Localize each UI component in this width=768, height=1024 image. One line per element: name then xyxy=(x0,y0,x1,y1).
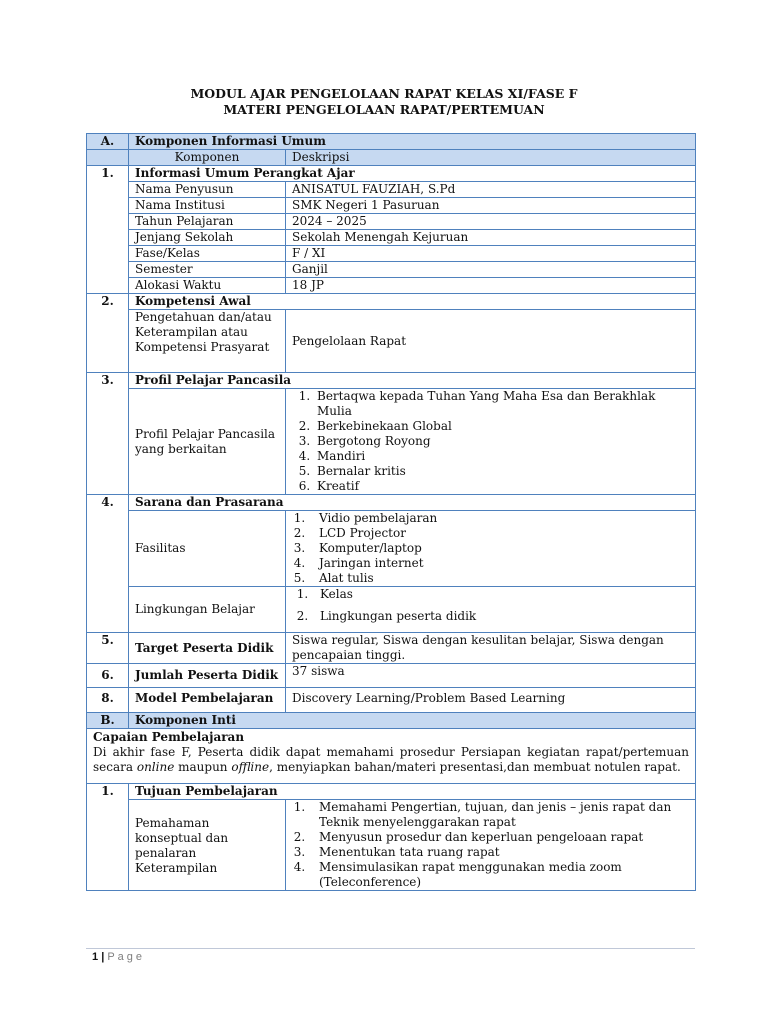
table-row xyxy=(87,587,696,633)
model-number: 8. xyxy=(87,688,129,713)
tujuan-list-cell xyxy=(286,800,696,891)
tujuan-title: Tujuan Pembelajaran xyxy=(129,784,696,800)
capaian-cell xyxy=(87,729,696,784)
table-row xyxy=(87,246,696,262)
info-umum-title: Informasi Umum Perangkat Ajar xyxy=(129,166,696,182)
table-row xyxy=(87,389,696,495)
model-label: Model Pembelajaran xyxy=(129,688,286,713)
profil-number: 3. xyxy=(87,373,129,495)
list-item: 1. Kelas xyxy=(312,587,689,602)
list-item: 4. Jaringan internet xyxy=(309,556,689,571)
table-row xyxy=(87,198,696,214)
module-table xyxy=(86,133,696,891)
capaian-text xyxy=(93,745,689,775)
list-item: 3. Komputer/laptop xyxy=(309,541,689,556)
table-row xyxy=(87,230,696,246)
table-row xyxy=(87,511,696,587)
row-label: Alokasi Waktu xyxy=(129,278,286,294)
info-umum-header xyxy=(87,166,696,182)
capaian-text-part: Di akhir fase F, Peserta didik dapat memahami prosedur Persiapan kegiatan rapat/pertemuan secara xyxy=(93,745,689,774)
section-a-title: Komponen Informasi Umum xyxy=(129,134,696,150)
footer-divider xyxy=(86,948,695,949)
capaian-text-part: , menyiapkan bahan/materi presentasi,dan membuat notulen rapat. xyxy=(269,760,681,774)
section-b-letter: B. xyxy=(87,713,129,729)
profil-header xyxy=(87,373,696,389)
row-value: 18 JP xyxy=(286,278,696,294)
row-label: Jenjang Sekolah xyxy=(129,230,286,246)
column-header-deskripsi: Deskripsi xyxy=(286,150,696,166)
jumlah-value: 37 siswa xyxy=(286,664,696,688)
list-item: 2. LCD Projector xyxy=(309,526,689,541)
kompetensi-awal-number: 2. xyxy=(87,294,129,373)
section-b-title: Komponen Inti xyxy=(129,713,696,729)
list-item: 1. Memahami Pengertian, tujuan, dan jenis – jenis rapat dan Teknik menyelenggarakan rapat xyxy=(309,800,689,830)
row-value: Sekolah Menengah Kejuruan xyxy=(286,230,696,246)
row-value: ANISATUL FAUZIAH, S.Pd xyxy=(286,182,696,198)
row-value: F / XI xyxy=(286,246,696,262)
footer-separator: | xyxy=(101,951,105,963)
capaian-offline: offline xyxy=(231,760,270,774)
page-footer xyxy=(92,951,145,963)
empty-cell xyxy=(87,150,129,166)
list-item: 4. Mensimulasikan rapat menggunakan media zoom (Teleconference) xyxy=(309,860,689,890)
row-label: Tahun Pelajaran xyxy=(129,214,286,230)
section-a-header xyxy=(87,134,696,150)
target-number: 5. xyxy=(87,633,129,664)
profil-list-cell xyxy=(286,389,696,495)
capaian-title: Capaian Pembelajaran xyxy=(93,730,245,744)
list-item: 2. Menyusun prosedur dan keperluan pengeloaan rapat xyxy=(309,830,689,845)
fasilitas-list xyxy=(292,511,689,586)
table-row xyxy=(87,800,696,891)
list-item: 4. Mandiri xyxy=(314,449,689,464)
capaian-online: online xyxy=(136,760,175,774)
section-b-header xyxy=(87,713,696,729)
lingkungan-label: Lingkungan Belajar xyxy=(129,587,286,633)
lingkungan-list-cell xyxy=(286,587,696,633)
table-row xyxy=(87,182,696,198)
table-row xyxy=(87,310,696,373)
row-label: Nama Institusi xyxy=(129,198,286,214)
tujuan-label: Pemahaman konseptual dan penalaran Keterampilan xyxy=(129,800,286,891)
list-item: 1. Bertaqwa kepada Tuhan Yang Maha Esa dan Berakhlak Mulia xyxy=(314,389,689,419)
row-label: Fase/Kelas xyxy=(129,246,286,262)
row-value: SMK Negeri 1 Pasuruan xyxy=(286,198,696,214)
page-number: 1 xyxy=(92,951,99,963)
page-label: Page xyxy=(107,951,146,963)
section-a-letter: A. xyxy=(87,134,129,150)
kompetensi-awal-value: Pengelolaan Rapat xyxy=(286,310,696,373)
column-header-row xyxy=(87,150,696,166)
sarana-title: Sarana dan Prasarana xyxy=(129,495,696,511)
list-item: 3. Menentukan tata ruang rapat xyxy=(309,845,689,860)
capaian-text-part: maupun xyxy=(174,760,232,774)
tujuan-list xyxy=(292,800,689,890)
profil-title: Profil Pelajar Pancasila xyxy=(129,373,696,389)
fasilitas-list-cell xyxy=(286,511,696,587)
document-title: MODUL AJAR PENGELOLAAN RAPAT KELAS XI/FASE F xyxy=(190,86,578,101)
kompetensi-awal-title: Kompetensi Awal xyxy=(129,294,696,310)
kompetensi-awal-label: Pengetahuan dan/atau Keterampilan atau Kompetensi Prasyarat xyxy=(129,310,286,373)
list-item: 5. Bernalar kritis xyxy=(314,464,689,479)
target-row xyxy=(87,633,696,664)
model-value: Discovery Learning/Problem Based Learning xyxy=(286,688,696,713)
tujuan-header xyxy=(87,784,696,800)
sarana-header xyxy=(87,495,696,511)
target-label: Target Peserta Didik xyxy=(129,633,286,664)
row-value: 2024 – 2025 xyxy=(286,214,696,230)
list-item: 5. Alat tulis xyxy=(309,571,689,586)
fasilitas-label: Fasilitas xyxy=(129,511,286,587)
tujuan-number: 1. xyxy=(87,784,129,891)
row-value: Ganjil xyxy=(286,262,696,278)
model-row xyxy=(87,688,696,713)
list-item: 2. Lingkungan peserta didik xyxy=(312,609,689,624)
profil-list xyxy=(292,389,689,494)
sarana-number: 4. xyxy=(87,495,129,633)
profil-label: Profil Pelajar Pancasila yang berkaitan xyxy=(129,389,286,495)
capaian-row xyxy=(87,729,696,784)
list-item: 2. Berkebinekaan Global xyxy=(314,419,689,434)
column-header-komponen: Komponen xyxy=(129,150,286,166)
row-label: Semester xyxy=(129,262,286,278)
jumlah-label: Jumlah Peserta Didik xyxy=(129,664,286,688)
target-value: Siswa regular, Siswa dengan kesulitan belajar, Siswa dengan pencapaian tinggi. xyxy=(286,633,696,664)
row-label: Nama Penyusun xyxy=(129,182,286,198)
document-subtitle: MATERI PENGELOLAAN RAPAT/PERTEMUAN xyxy=(223,102,545,117)
list-item: 3. Bergotong Royong xyxy=(314,434,689,449)
jumlah-number: 6. xyxy=(87,664,129,688)
table-row xyxy=(87,262,696,278)
kompetensi-awal-header xyxy=(87,294,696,310)
info-umum-number: 1. xyxy=(87,166,129,294)
list-item: 1. Vidio pembelajaran xyxy=(309,511,689,526)
table-row xyxy=(87,214,696,230)
table-row xyxy=(87,278,696,294)
jumlah-row xyxy=(87,664,696,688)
lingkungan-list xyxy=(292,587,689,624)
list-item: 6. Kreatif xyxy=(314,479,689,494)
